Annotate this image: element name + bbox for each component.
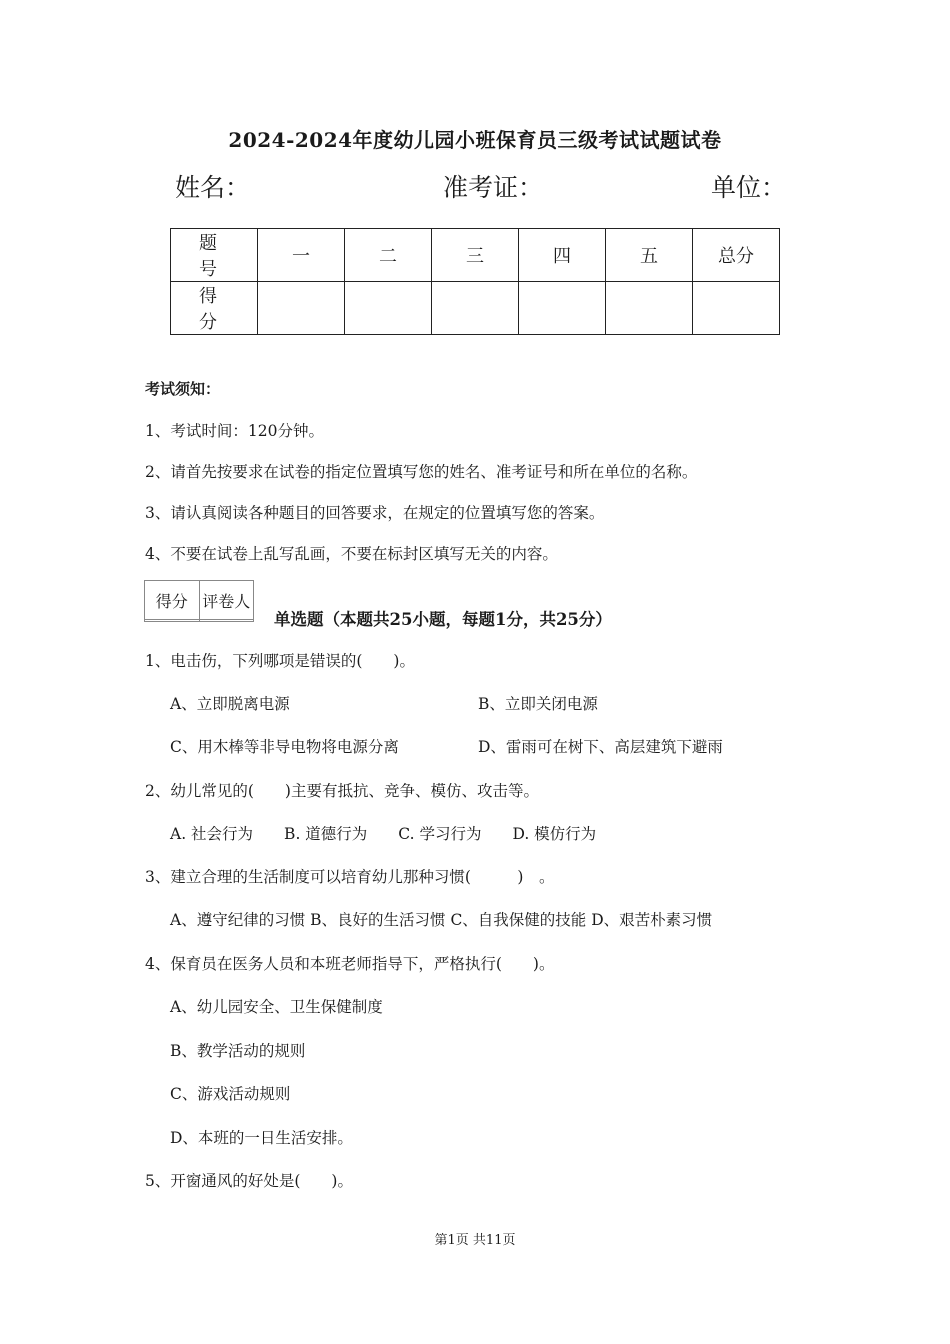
- question-stem: 4、保育员在医务人员和本班老师指导下，严格执行( )。: [145, 955, 555, 973]
- score-table-header-row: [171, 229, 780, 282]
- question-option: D、本班的一日生活安排。: [170, 1129, 353, 1147]
- question-stem: 3、建立合理的生活制度可以培育幼儿那种习惯( ) 。: [145, 868, 555, 886]
- section-title: 单选题（本题共25小题，每题1分，共25分）: [274, 610, 612, 629]
- question-stem: 5、开窗通风的好处是( )。: [145, 1172, 353, 1190]
- name-field-label: 姓名：: [175, 173, 251, 202]
- score-table-header-label: 题 号: [171, 229, 258, 282]
- score-cell[interactable]: [693, 282, 780, 335]
- score-table-header-cell: 一: [258, 229, 345, 282]
- notice-item: 2、请首先按要求在试卷的指定位置填写您的姓名、准考证号和所在单位的名称。: [145, 463, 698, 481]
- score-table-header-cell: 四: [519, 229, 606, 282]
- notice-item: 4、不要在试卷上乱写乱画，不要在标封区填写无关的内容。: [145, 545, 558, 563]
- notice-heading: 考试须知：: [145, 380, 221, 398]
- question-options: A、遵守纪律的习惯 B、良好的生活习惯 C、自我保健的技能 D、艰苦朴素习惯: [170, 911, 713, 929]
- question-option: B、教学活动的规则: [170, 1042, 306, 1060]
- grader-score-cell[interactable]: [145, 620, 200, 622]
- score-table-header-cell: 三: [432, 229, 519, 282]
- notice-item: 1、考试时间：120分钟。: [145, 422, 324, 440]
- score-table-header-cell: 五: [606, 229, 693, 282]
- question-option: A、幼儿园安全、卫生保健制度: [170, 998, 383, 1016]
- question-options: A. 社会行为 B. 道德行为 C. 学习行为 D. 模仿行为: [170, 825, 597, 843]
- grader-reviewer-cell[interactable]: [199, 620, 254, 622]
- score-table-header-cell: 总分: [693, 229, 780, 282]
- score-table-score-row: [171, 282, 780, 335]
- score-cell[interactable]: [606, 282, 693, 335]
- score-table-header-cell: 二: [345, 229, 432, 282]
- score-cell[interactable]: [258, 282, 345, 335]
- question-option: A、立即脱离电源: [170, 695, 290, 713]
- question-stem: 2、幼儿常见的( )主要有抵抗、竞争、模仿、攻击等。: [145, 782, 539, 800]
- score-row-label: 得 分: [171, 282, 258, 335]
- unit-field-label: 单位：: [711, 173, 787, 202]
- score-cell[interactable]: [519, 282, 606, 335]
- page-footer: 第1页 共11页: [434, 1233, 516, 1248]
- page-title: 2024-2024年度幼儿园小班保育员三级考试试题试卷: [228, 128, 722, 152]
- exam-id-field-label: 准考证：: [443, 173, 544, 202]
- question-option: C、用木棒等非导电物将电源分离: [170, 738, 399, 756]
- question-option: D、雷雨可在树下、高层建筑下避雨: [478, 738, 723, 756]
- grader-reviewer-label: 评卷人: [199, 581, 254, 620]
- score-table: [170, 228, 780, 335]
- grader-box: [144, 580, 254, 622]
- score-cell[interactable]: [432, 282, 519, 335]
- score-cell[interactable]: [345, 282, 432, 335]
- notice-item: 3、请认真阅读各种题目的回答要求，在规定的位置填写您的答案。: [145, 504, 605, 522]
- grader-score-label: 得分: [145, 581, 200, 620]
- question-option: C、游戏活动规则: [170, 1085, 291, 1103]
- question-stem: 1、电击伤，下列哪项是错误的( )。: [145, 652, 415, 670]
- question-option: B、立即关闭电源: [478, 695, 598, 713]
